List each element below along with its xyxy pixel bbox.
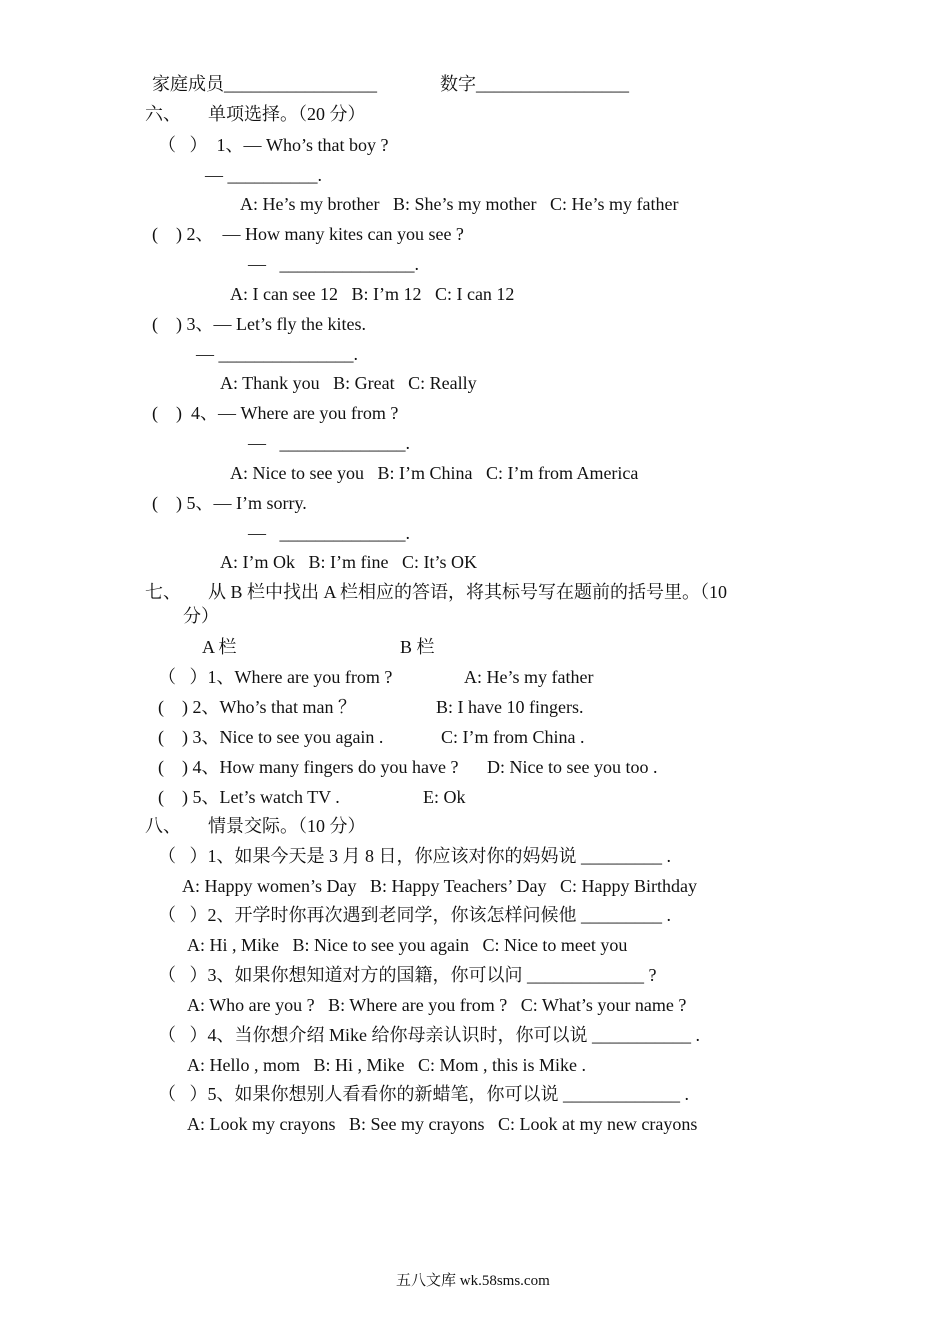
s6-q1-blank: — __________. — [205, 165, 322, 185]
section-6-heading: 六、 单项选择。（20 分） — [145, 104, 366, 124]
s7-row-a: E: Ok — [423, 787, 466, 807]
s8-item-options: A: Who are you ? B: Where are you from ? C: What’s your name ? — [187, 995, 687, 1015]
section-8-heading: 八、 情景交际。（10 分） — [145, 816, 366, 836]
s6-q5-blank: — ______________. — [248, 523, 410, 543]
s6-q1-prompt: （ ） 1、— Who’s that boy ? — [158, 135, 389, 155]
s7-row-q: ( ) 5、Let’s watch TV . — [158, 787, 340, 807]
s6-q4-blank: — ______________. — [248, 433, 410, 453]
s7-row-q: ( ) 4、How many fingers do you have ? — [158, 757, 459, 777]
s6-q3-options: A: Thank you B: Great C: Really — [220, 373, 477, 393]
s6-q2-prompt: ( ) 2、 — How many kites can you see ? — [152, 224, 464, 244]
s8-item-options: A: Look my crayons B: See my crayons C: Look at my new crayons — [187, 1114, 698, 1134]
column-b-label: B 栏 — [400, 637, 435, 657]
s6-q2-blank: — _______________. — [248, 254, 419, 274]
section-7-heading: 七、 从 B 栏中找出 A 栏相应的答语，将其标号写在题前的括号里。（10 — [145, 582, 728, 602]
s7-row-a: C: I’m from China . — [441, 727, 585, 747]
s8-item-question: （ ）1、如果今天是 3 月 8 日，你应该对你的妈妈说 _________ . — [158, 846, 671, 866]
s8-item-question: （ ）3、如果你想知道对方的国籍，你可以问 _____________ ? — [158, 965, 657, 985]
s7-row-a: B: I have 10 fingers. — [436, 697, 584, 717]
s8-item-question: （ ）4、当你想介绍 Mike 给你母亲认识时，你可以说 ___________ . — [158, 1025, 700, 1045]
s8-item-options: A: Hello , mom B: Hi , Mike C: Mom , this is Mike . — [187, 1055, 587, 1075]
s8-item-options: A: Hi , Mike B: Nice to see you again C: Nice to meet you — [187, 935, 628, 955]
footer-watermark: 五八文库 wk.58sms.com — [396, 1273, 550, 1289]
s8-item-question: （ ）5、如果你想别人看看你的新蜡笔，你可以说 _____________ . — [158, 1084, 689, 1104]
s7-row-a: A: He’s my father — [464, 667, 594, 687]
section-7-heading-cont: 分） — [183, 606, 219, 626]
s6-q3-prompt: ( ) 3、— Let’s fly the kites. — [152, 314, 366, 334]
s8-item-options: A: Happy women’s Day B: Happy Teachers’ Day C: Happy Birthday — [182, 876, 697, 896]
s6-q5-options: A: I’m Ok B: I’m fine C: It’s OK — [220, 552, 477, 572]
s6-q4-prompt: ( ) 4、— Where are you from ? — [152, 403, 399, 423]
numbers-field: 数字_________________ — [440, 74, 629, 94]
s6-q5-prompt: ( ) 5、— I’m sorry. — [152, 493, 307, 513]
column-a-label: A 栏 — [202, 637, 237, 657]
s7-row-q: ( ) 2、Who’s that man ？ — [158, 697, 356, 717]
s6-q2-options: A: I can see 12 B: I’m 12 C: I can 12 — [230, 284, 515, 304]
s7-row-q: ( ) 3、Nice to see you again . — [158, 727, 384, 747]
s7-row-a: D: Nice to see you too . — [487, 757, 658, 777]
s8-item-question: （ ）2、开学时你再次遇到老同学，你该怎样问候他 _________ . — [158, 905, 671, 925]
s6-q3-blank: — _______________. — [196, 344, 358, 364]
s6-q1-options: A: He’s my brother B: She’s my mother C: He’s my father — [240, 194, 679, 214]
s6-q4-options: A: Nice to see you B: I’m China C: I’m from America — [230, 463, 639, 483]
family-members-field: 家庭成员_________________ — [152, 74, 377, 94]
s7-row-q: （ ）1、Where are you from ? — [158, 667, 393, 687]
